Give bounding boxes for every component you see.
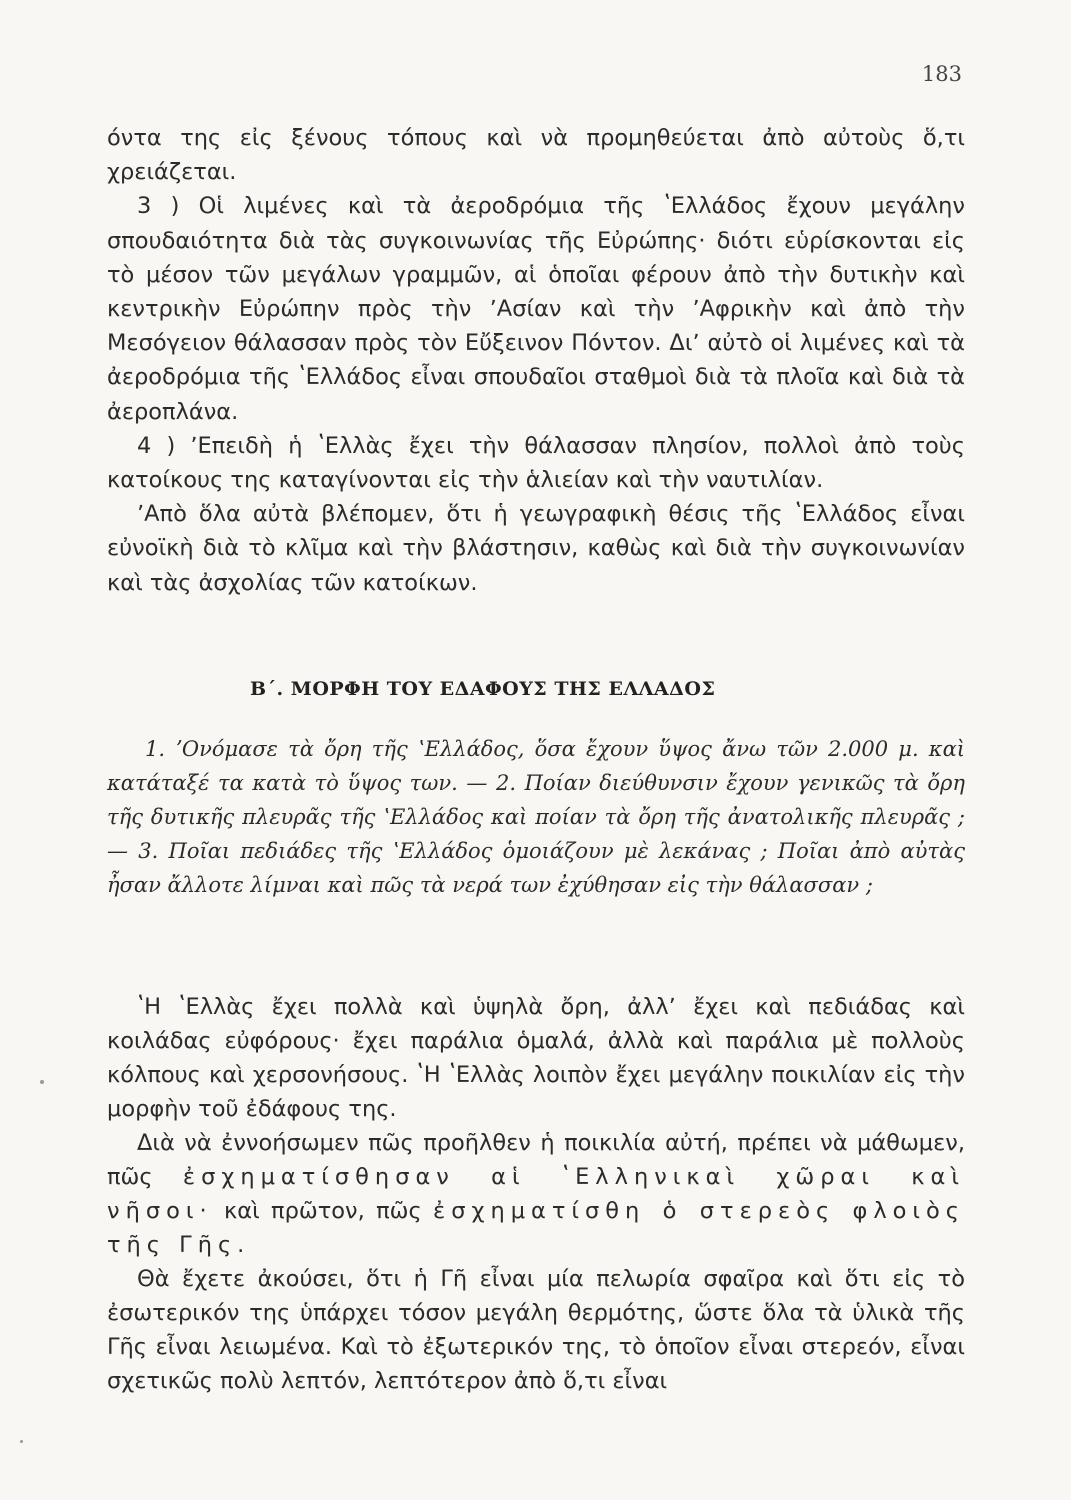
formation-text-start: Διὰ νὰ ἐννοήσωμεν πῶς προῆλθεν ἡ ποικιλία αὐτή, πρέπει νὰ μάθωμεν, πῶς: [107, 1130, 965, 1190]
intro-paragraph: όντα της εἰς ξένους τόπους καὶ νὰ προμηθεύεται ἀπὸ αὐτοὺς ὅ,τι χρειάζεται.: [107, 125, 965, 186]
paragraph-relief: ʽΗ ʽΕλλὰς ἔχει πολλὰ καὶ ὑψηλὰ ὄρη, ἀλλʼ ἔχει καὶ πεδιάδας καὶ κοιλάδας εὐφόρους· ἔχει παράλια ὁμαλά, ἀλλὰ καὶ παράλια μὲ πολλοὺς κόλπους καὶ χερσονήσους. ʽΗ ʽΕλλὰς λοιπὸν ἔχει μεγάλην ποικιλίαν εἰς τὴν μορφὴν τοῦ ἐδάφους της.: [107, 994, 965, 1122]
print-speck: [20, 1440, 23, 1443]
formation-spaced-2: ἐσχηματίσθη ὁ στερεὸς φλοιὸς τῆς Γῆς.: [107, 1198, 966, 1258]
body-text-top: [107, 121, 965, 600]
page-number: 183: [921, 62, 962, 86]
item-3-paragraph: 3 ) Οἱ λιμένες καὶ τὰ ἀεροδρόμια τῆς ʽΕλλάδος ἔχουν μεγάλην σπουδαιότητα διὰ τὰς συγκοινωνίας τῆς Εὐρώπης· διότι εὑρίσκονται εἰς τὸ μέσον τῶν μεγάλων γραμμῶν, αἱ ὁποῖαι φέρουν ἀπὸ τὴν δυτικὴν καὶ κεντρικὴν Εὐρώπην πρὸς τὴν ʼΑσίαν καὶ τὴν ʼΑφρικὴν καὶ ἀπὸ τὴν Μεσόγειον θάλασσαν πρὸς τὸν Εὔξεινον Πόντον. Διʼ αὐτὸ οἱ λιμένες καὶ τὰ ἀεροδρόμια τῆς ʽΕλλάδος εἶναι σπουδαῖοι σταθμοὶ διὰ τὰ πλοῖα καὶ διὰ τὰ ἀεροπλάνα.: [107, 193, 965, 425]
item-4-paragraph: 4 ) ʼΕπειδὴ ἡ ʽΕλλὰς ἔχει τὴν θάλασσαν πλησίον, πολλοὶ ἀπὸ τοὺς κατοίκους της καταγίνονται εἰς τὴν ἁλιείαν καὶ τὴν ναυτιλίαν.: [107, 432, 965, 494]
body-text-bottom: [107, 990, 965, 1398]
paragraph-formation: [107, 1126, 965, 1262]
section-heading: Β΄. ΜΟΡΦΗ ΤΟΥ ΕΔΑΦΟΥΣ ΤΗΣ ΕΛΛΑΔΟΣ: [250, 678, 716, 700]
formation-text-mid: καὶ πρῶτον, πῶς: [223, 1198, 422, 1224]
formation-spaced-1: ἐσχηματίσθησαν αἱ ʽΕλληνικαὶ χῶραι καὶ νῆσοι·: [107, 1164, 966, 1224]
paragraph-earth: Θὰ ἔχετε ἀκούσει, ὅτι ἡ Γῆ εἶναι μία πελωρία σφαῖρα καὶ ὅτι εἰς τὸ ἐσωτερικόν της ὑπάρχει τόσον μεγάλη θερμότης, ὥστε ὅλα τὰ ὑλικὰ τῆς Γῆς εἶναι λειωμένα. Καὶ τὸ ἐξωτερικόν της, τὸ ὁποῖον εἶναι στερεόν, εἶναι σχετικῶς πολὺ λεπτόν, λεπτότερον ἀπὸ ὅ,τι εἶναι: [107, 1266, 965, 1394]
print-speck: [40, 1080, 44, 1084]
questions-block: [107, 732, 965, 902]
conclusion-paragraph: ʼΑπὸ ὅλα αὐτὰ βλέπομεν, ὅτι ἡ γεωγραφικὴ θέσις τῆς ʽΕλλάδος εἶναι εὐνοϊκὴ διὰ τὸ κλῖμα καὶ τὴν βλάστησιν, καθὼς καὶ διὰ τὴν συγκοινωνίαν καὶ τὰς ἀσχολίας τῶν κατοίκων.: [107, 501, 965, 596]
questions-paragraph: 1. ʼΟνόμασε τὰ ὄρη τῆς ʽΕλλάδος, ὅσα ἔχουν ὕψος ἄνω τῶν 2.000 μ. καὶ κατάταξέ τα κατὰ τὸ ὕψος των. — 2. Ποίαν διεύθυνσιν ἔχουν γενικῶς τὰ ὄρη τῆς δυτικῆς πλευρᾶς τῆς ʽΕλλάδος καὶ ποίαν τὰ ὄρη τῆς ἀνατολικῆς πλευρᾶς ; — 3. Ποῖαι πεδιάδες τῆς ʽΕλλάδος ὁμοιάζουν μὲ λεκάνας ; Ποῖαι ἀπὸ αὐτὰς ἦσαν ἄλλοτε λίμναι καὶ πῶς τὰ νερά των ἐχύθησαν εἰς τὴν θάλασσαν ;: [107, 737, 965, 897]
